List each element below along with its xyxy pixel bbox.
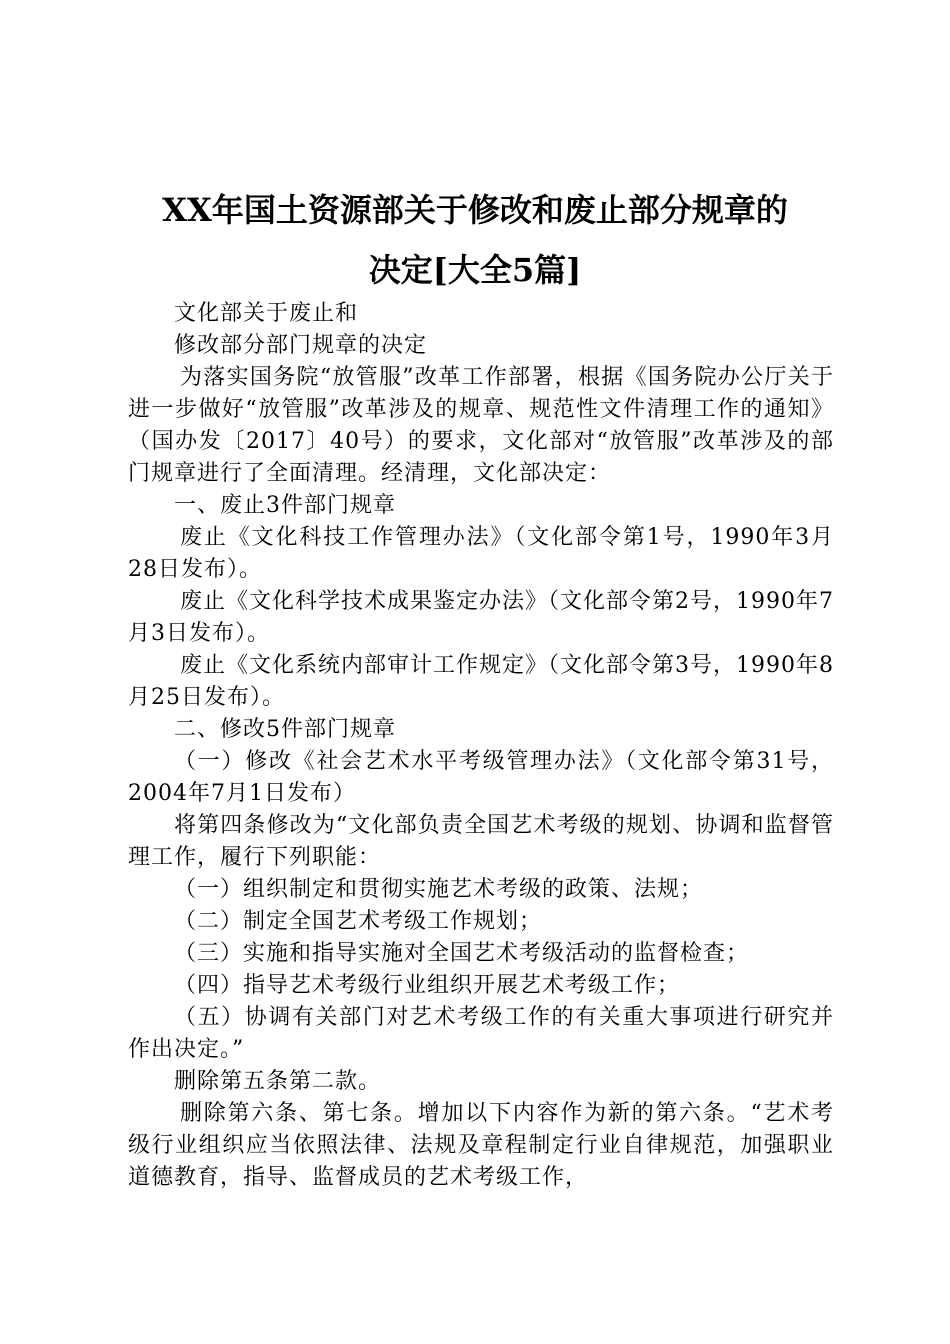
document-title-line-2: 决定[大全5篇] xyxy=(368,251,582,289)
body-paragraph: 修改部分部门规章的决定 xyxy=(174,333,428,358)
section-heading: 二、修改5件部门规章 xyxy=(174,717,396,742)
body-paragraph: （一）修改《社会艺术水平考级管理办法》（文化部令第31号，2004年7月1日发布） xyxy=(128,749,834,806)
list-item: （一）组织制定和贯彻实施艺术考级的政策、法规； xyxy=(174,877,704,902)
body-paragraph: 废止《文化科技工作管理办法》（文化部令第1号，1990年3月28日发布）。 xyxy=(128,525,834,582)
body-paragraph: 废止《文化科学技术成果鉴定办法》（文化部令第2号，1990年7月3日发布）。 xyxy=(128,589,834,646)
body-paragraph: 将第四条修改为“文化部负责全国艺术考级的规划、协调和监督管理工作，履行下列职能： xyxy=(128,813,834,870)
list-item: （二）制定全国艺术考级工作规划； xyxy=(174,909,543,934)
document-body xyxy=(128,298,834,1194)
body-paragraph: 文化部关于废止和 xyxy=(174,301,359,326)
body-paragraph: 删除第六条、第七条。增加以下内容作为新的第六条。“艺术考级行业组织应当依照法律、法规及章程制定行业自律规范，加强职业道德教育，指导、监督成员的艺术考级工作， xyxy=(128,1101,834,1190)
body-paragraph: 为落实国务院“放管服”改革工作部署，根据《国务院办公厅关于进一步做好“放管服”改革涉及的规章、规范性文件清理工作的通知》（国办发〔2017〕40号）的要求，文化部对“放管服”改革涉及的部门规章进行了全面清理。经清理，文化部决定： xyxy=(128,365,834,486)
body-paragraph: 删除第五条第二款。 xyxy=(174,1069,382,1094)
list-item: （三）实施和指导实施对全国艺术考级活动的监督检查； xyxy=(174,941,750,966)
body-paragraph: 废止《文化系统内部审计工作规定》（文化部令第3号，1990年8月25日发布）。 xyxy=(128,653,834,710)
list-item: （四）指导艺术考级行业组织开展艺术考级工作； xyxy=(174,973,681,998)
section-heading: 一、废止3件部门规章 xyxy=(174,493,396,518)
document-title-line-1: XX年国土资源部关于修改和废止部分规章的 xyxy=(162,191,788,229)
list-item: （五）协调有关部门对艺术考级工作的有关重大事项进行研究并作出决定。” xyxy=(128,1005,834,1062)
